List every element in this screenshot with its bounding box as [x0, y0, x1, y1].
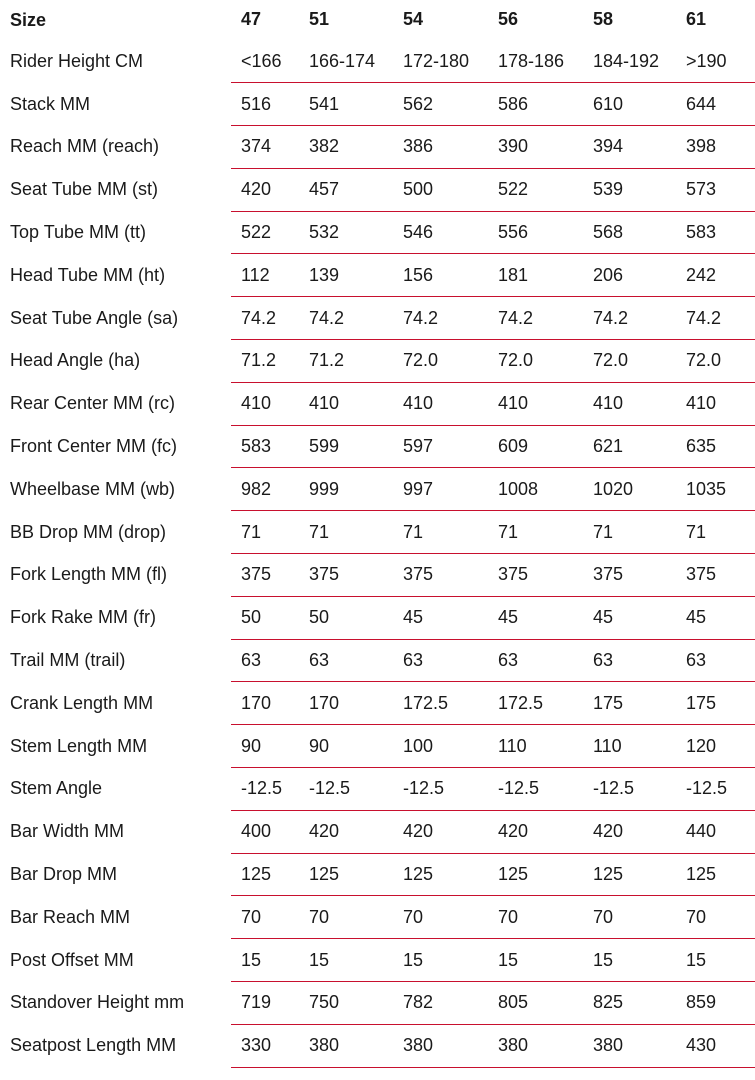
table-cell: 330: [231, 1024, 299, 1067]
table-cell: 74.2: [231, 297, 299, 340]
table-cell: 71: [676, 511, 755, 554]
table-cell: >190: [676, 40, 755, 83]
table-row: [0, 682, 755, 725]
header-size-56: 56: [488, 0, 583, 40]
table-cell: 586: [488, 83, 583, 126]
row-label: Top Tube MM (tt): [0, 211, 231, 254]
table-row: [0, 853, 755, 896]
table-cell: 70: [488, 896, 583, 939]
row-label: Stem Angle: [0, 768, 231, 811]
table-cell: 410: [488, 382, 583, 425]
table-row: [0, 168, 755, 211]
table-cell: 172-180: [393, 40, 488, 83]
table-cell: 825: [583, 982, 676, 1025]
table-row: [0, 639, 755, 682]
row-label: Front Center MM (fc): [0, 425, 231, 468]
table-cell: 71: [299, 511, 393, 554]
table-cell: 63: [299, 639, 393, 682]
table-cell: 394: [583, 126, 676, 169]
table-cell: 74.2: [299, 297, 393, 340]
table-cell: 410: [231, 382, 299, 425]
table-cell: 45: [583, 596, 676, 639]
table-cell: 178-186: [488, 40, 583, 83]
table-cell: 610: [583, 83, 676, 126]
table-cell: -12.5: [299, 768, 393, 811]
table-cell: 70: [676, 896, 755, 939]
table-cell: 541: [299, 83, 393, 126]
row-label: Bar Width MM: [0, 810, 231, 853]
table-cell: 71: [231, 511, 299, 554]
table-cell: 139: [299, 254, 393, 297]
table-cell: 562: [393, 83, 488, 126]
table-cell: 1008: [488, 468, 583, 511]
row-label: Seatpost Length MM: [0, 1024, 231, 1067]
table-row: [0, 896, 755, 939]
table-cell: 457: [299, 168, 393, 211]
header-size-54: 54: [393, 0, 488, 40]
table-row: [0, 939, 755, 982]
row-label: Seat Tube Angle (sa): [0, 297, 231, 340]
table-cell: 516: [231, 83, 299, 126]
table-cell: 110: [488, 725, 583, 768]
table-cell: 635: [676, 425, 755, 468]
table-row: [0, 554, 755, 597]
table-cell: 175: [583, 682, 676, 725]
table-cell: 859: [676, 982, 755, 1025]
table-cell: 71: [393, 511, 488, 554]
table-row: [0, 211, 755, 254]
table-cell: 110: [583, 725, 676, 768]
table-cell: 181: [488, 254, 583, 297]
table-cell: 172.5: [488, 682, 583, 725]
table-row: [0, 126, 755, 169]
table-cell: 15: [231, 939, 299, 982]
table-cell: 74.2: [393, 297, 488, 340]
table-cell: 63: [393, 639, 488, 682]
table-cell: 125: [583, 853, 676, 896]
header-size-61: 61: [676, 0, 755, 40]
table-cell: 583: [676, 211, 755, 254]
row-label: Post Offset MM: [0, 939, 231, 982]
table-cell: -12.5: [488, 768, 583, 811]
table-cell: 805: [488, 982, 583, 1025]
header-size-label: Size: [10, 9, 47, 30]
table-cell: 45: [676, 596, 755, 639]
table-cell: 112: [231, 254, 299, 297]
table-cell: <166: [231, 40, 299, 83]
row-label: Bar Drop MM: [0, 853, 231, 896]
row-label: Head Tube MM (ht): [0, 254, 231, 297]
table-cell: 410: [676, 382, 755, 425]
table-row: [0, 340, 755, 383]
table-row: [0, 725, 755, 768]
table-cell: 386: [393, 126, 488, 169]
table-cell: 621: [583, 425, 676, 468]
table-cell: 420: [583, 810, 676, 853]
table-cell: 568: [583, 211, 676, 254]
table-row: [0, 83, 755, 126]
table-cell: 390: [488, 126, 583, 169]
table-cell: 72.0: [676, 340, 755, 383]
row-label: Stem Length MM: [0, 725, 231, 768]
table-cell: 556: [488, 211, 583, 254]
row-label: Fork Length MM (fl): [0, 554, 231, 597]
table-cell: 380: [299, 1024, 393, 1067]
table-cell: 997: [393, 468, 488, 511]
table-cell: 71: [488, 511, 583, 554]
table-cell: 599: [299, 425, 393, 468]
row-label: BB Drop MM (drop): [0, 511, 231, 554]
row-label: Bar Reach MM: [0, 896, 231, 939]
table-cell: 125: [299, 853, 393, 896]
table-cell: 380: [393, 1024, 488, 1067]
table-cell: 15: [393, 939, 488, 982]
table-cell: -12.5: [676, 768, 755, 811]
table-cell: 206: [583, 254, 676, 297]
table-cell: 398: [676, 126, 755, 169]
table-cell: -12.5: [583, 768, 676, 811]
table-cell: 15: [583, 939, 676, 982]
table-cell: 382: [299, 126, 393, 169]
table-cell: 15: [488, 939, 583, 982]
table-cell: 125: [488, 853, 583, 896]
table-cell: 440: [676, 810, 755, 853]
table-cell: 999: [299, 468, 393, 511]
table-cell: 375: [488, 554, 583, 597]
row-label: Reach MM (reach): [0, 126, 231, 169]
table-cell: -12.5: [231, 768, 299, 811]
table-row: [0, 810, 755, 853]
table-cell: 170: [299, 682, 393, 725]
table-cell: 719: [231, 982, 299, 1025]
table-row: [0, 596, 755, 639]
row-label: Standover Height mm: [0, 982, 231, 1025]
table-cell: 522: [488, 168, 583, 211]
table-cell: 375: [676, 554, 755, 597]
table-cell: 539: [583, 168, 676, 211]
table-cell: 242: [676, 254, 755, 297]
table-cell: 74.2: [583, 297, 676, 340]
table-row: [0, 982, 755, 1025]
table-row: [0, 40, 755, 83]
table-row: [0, 254, 755, 297]
row-label: Crank Length MM: [0, 682, 231, 725]
header-size-51: 51: [299, 0, 393, 40]
header-size-47: 47: [231, 0, 299, 40]
table-cell: 100: [393, 725, 488, 768]
table-cell: 400: [231, 810, 299, 853]
table-cell: 782: [393, 982, 488, 1025]
table-cell: 546: [393, 211, 488, 254]
table-row: [0, 425, 755, 468]
row-label: Stack MM: [0, 83, 231, 126]
table-cell: 410: [583, 382, 676, 425]
table-cell: 1020: [583, 468, 676, 511]
table-cell: 72.0: [488, 340, 583, 383]
table-cell: 71: [583, 511, 676, 554]
table-cell: 420: [488, 810, 583, 853]
table-cell: 63: [676, 639, 755, 682]
table-cell: 375: [299, 554, 393, 597]
table-cell: 420: [299, 810, 393, 853]
table-cell: 120: [676, 725, 755, 768]
table-cell: 609: [488, 425, 583, 468]
table-cell: 420: [393, 810, 488, 853]
table-cell: 15: [676, 939, 755, 982]
table-cell: 125: [676, 853, 755, 896]
table-cell: 375: [231, 554, 299, 597]
table-body: [0, 40, 755, 1067]
table-cell: 70: [583, 896, 676, 939]
table-cell: 175: [676, 682, 755, 725]
table-cell: 375: [583, 554, 676, 597]
header-size-58: 58: [583, 0, 676, 40]
row-label: Wheelbase MM (wb): [0, 468, 231, 511]
table-cell: 500: [393, 168, 488, 211]
table-row: [0, 768, 755, 811]
table-cell: 184-192: [583, 40, 676, 83]
table-cell: 72.0: [393, 340, 488, 383]
table-cell: -12.5: [393, 768, 488, 811]
header-row: [0, 0, 755, 40]
row-label: Rear Center MM (rc): [0, 382, 231, 425]
table-cell: 420: [231, 168, 299, 211]
table-cell: 70: [299, 896, 393, 939]
table-cell: 583: [231, 425, 299, 468]
table-cell: 90: [299, 725, 393, 768]
table-cell: 125: [231, 853, 299, 896]
table-cell: 72.0: [583, 340, 676, 383]
table-cell: 74.2: [488, 297, 583, 340]
table-cell: 573: [676, 168, 755, 211]
table-cell: 982: [231, 468, 299, 511]
table-cell: 172.5: [393, 682, 488, 725]
table-cell: 1035: [676, 468, 755, 511]
table-cell: 410: [299, 382, 393, 425]
table-cell: 750: [299, 982, 393, 1025]
table-cell: 380: [583, 1024, 676, 1067]
table-cell: 15: [299, 939, 393, 982]
table-cell: 63: [231, 639, 299, 682]
table-row: [0, 382, 755, 425]
table-cell: 166-174: [299, 40, 393, 83]
table-cell: 156: [393, 254, 488, 297]
table-cell: 90: [231, 725, 299, 768]
table-cell: 71.2: [299, 340, 393, 383]
table-cell: 45: [488, 596, 583, 639]
table-cell: 430: [676, 1024, 755, 1067]
table-row: [0, 468, 755, 511]
table-cell: 71.2: [231, 340, 299, 383]
table-cell: 50: [299, 596, 393, 639]
table-cell: 63: [488, 639, 583, 682]
row-label: Head Angle (ha): [0, 340, 231, 383]
table-row: [0, 1024, 755, 1067]
table-cell: 63: [583, 639, 676, 682]
row-label: Rider Height CM: [0, 40, 231, 83]
table-cell: 410: [393, 382, 488, 425]
table-cell: 644: [676, 83, 755, 126]
table-row: [0, 297, 755, 340]
table-cell: 375: [393, 554, 488, 597]
table-cell: 50: [231, 596, 299, 639]
table-row: [0, 511, 755, 554]
table-cell: 45: [393, 596, 488, 639]
table-cell: 532: [299, 211, 393, 254]
table-cell: 374: [231, 126, 299, 169]
table-cell: 522: [231, 211, 299, 254]
row-label: Trail MM (trail): [0, 639, 231, 682]
table-cell: 380: [488, 1024, 583, 1067]
table-cell: 125: [393, 853, 488, 896]
row-label: Seat Tube MM (st): [0, 168, 231, 211]
table-cell: 597: [393, 425, 488, 468]
row-label: Fork Rake MM (fr): [0, 596, 231, 639]
table-cell: 70: [393, 896, 488, 939]
table-cell: 170: [231, 682, 299, 725]
table-cell: 74.2: [676, 297, 755, 340]
table-cell: 70: [231, 896, 299, 939]
